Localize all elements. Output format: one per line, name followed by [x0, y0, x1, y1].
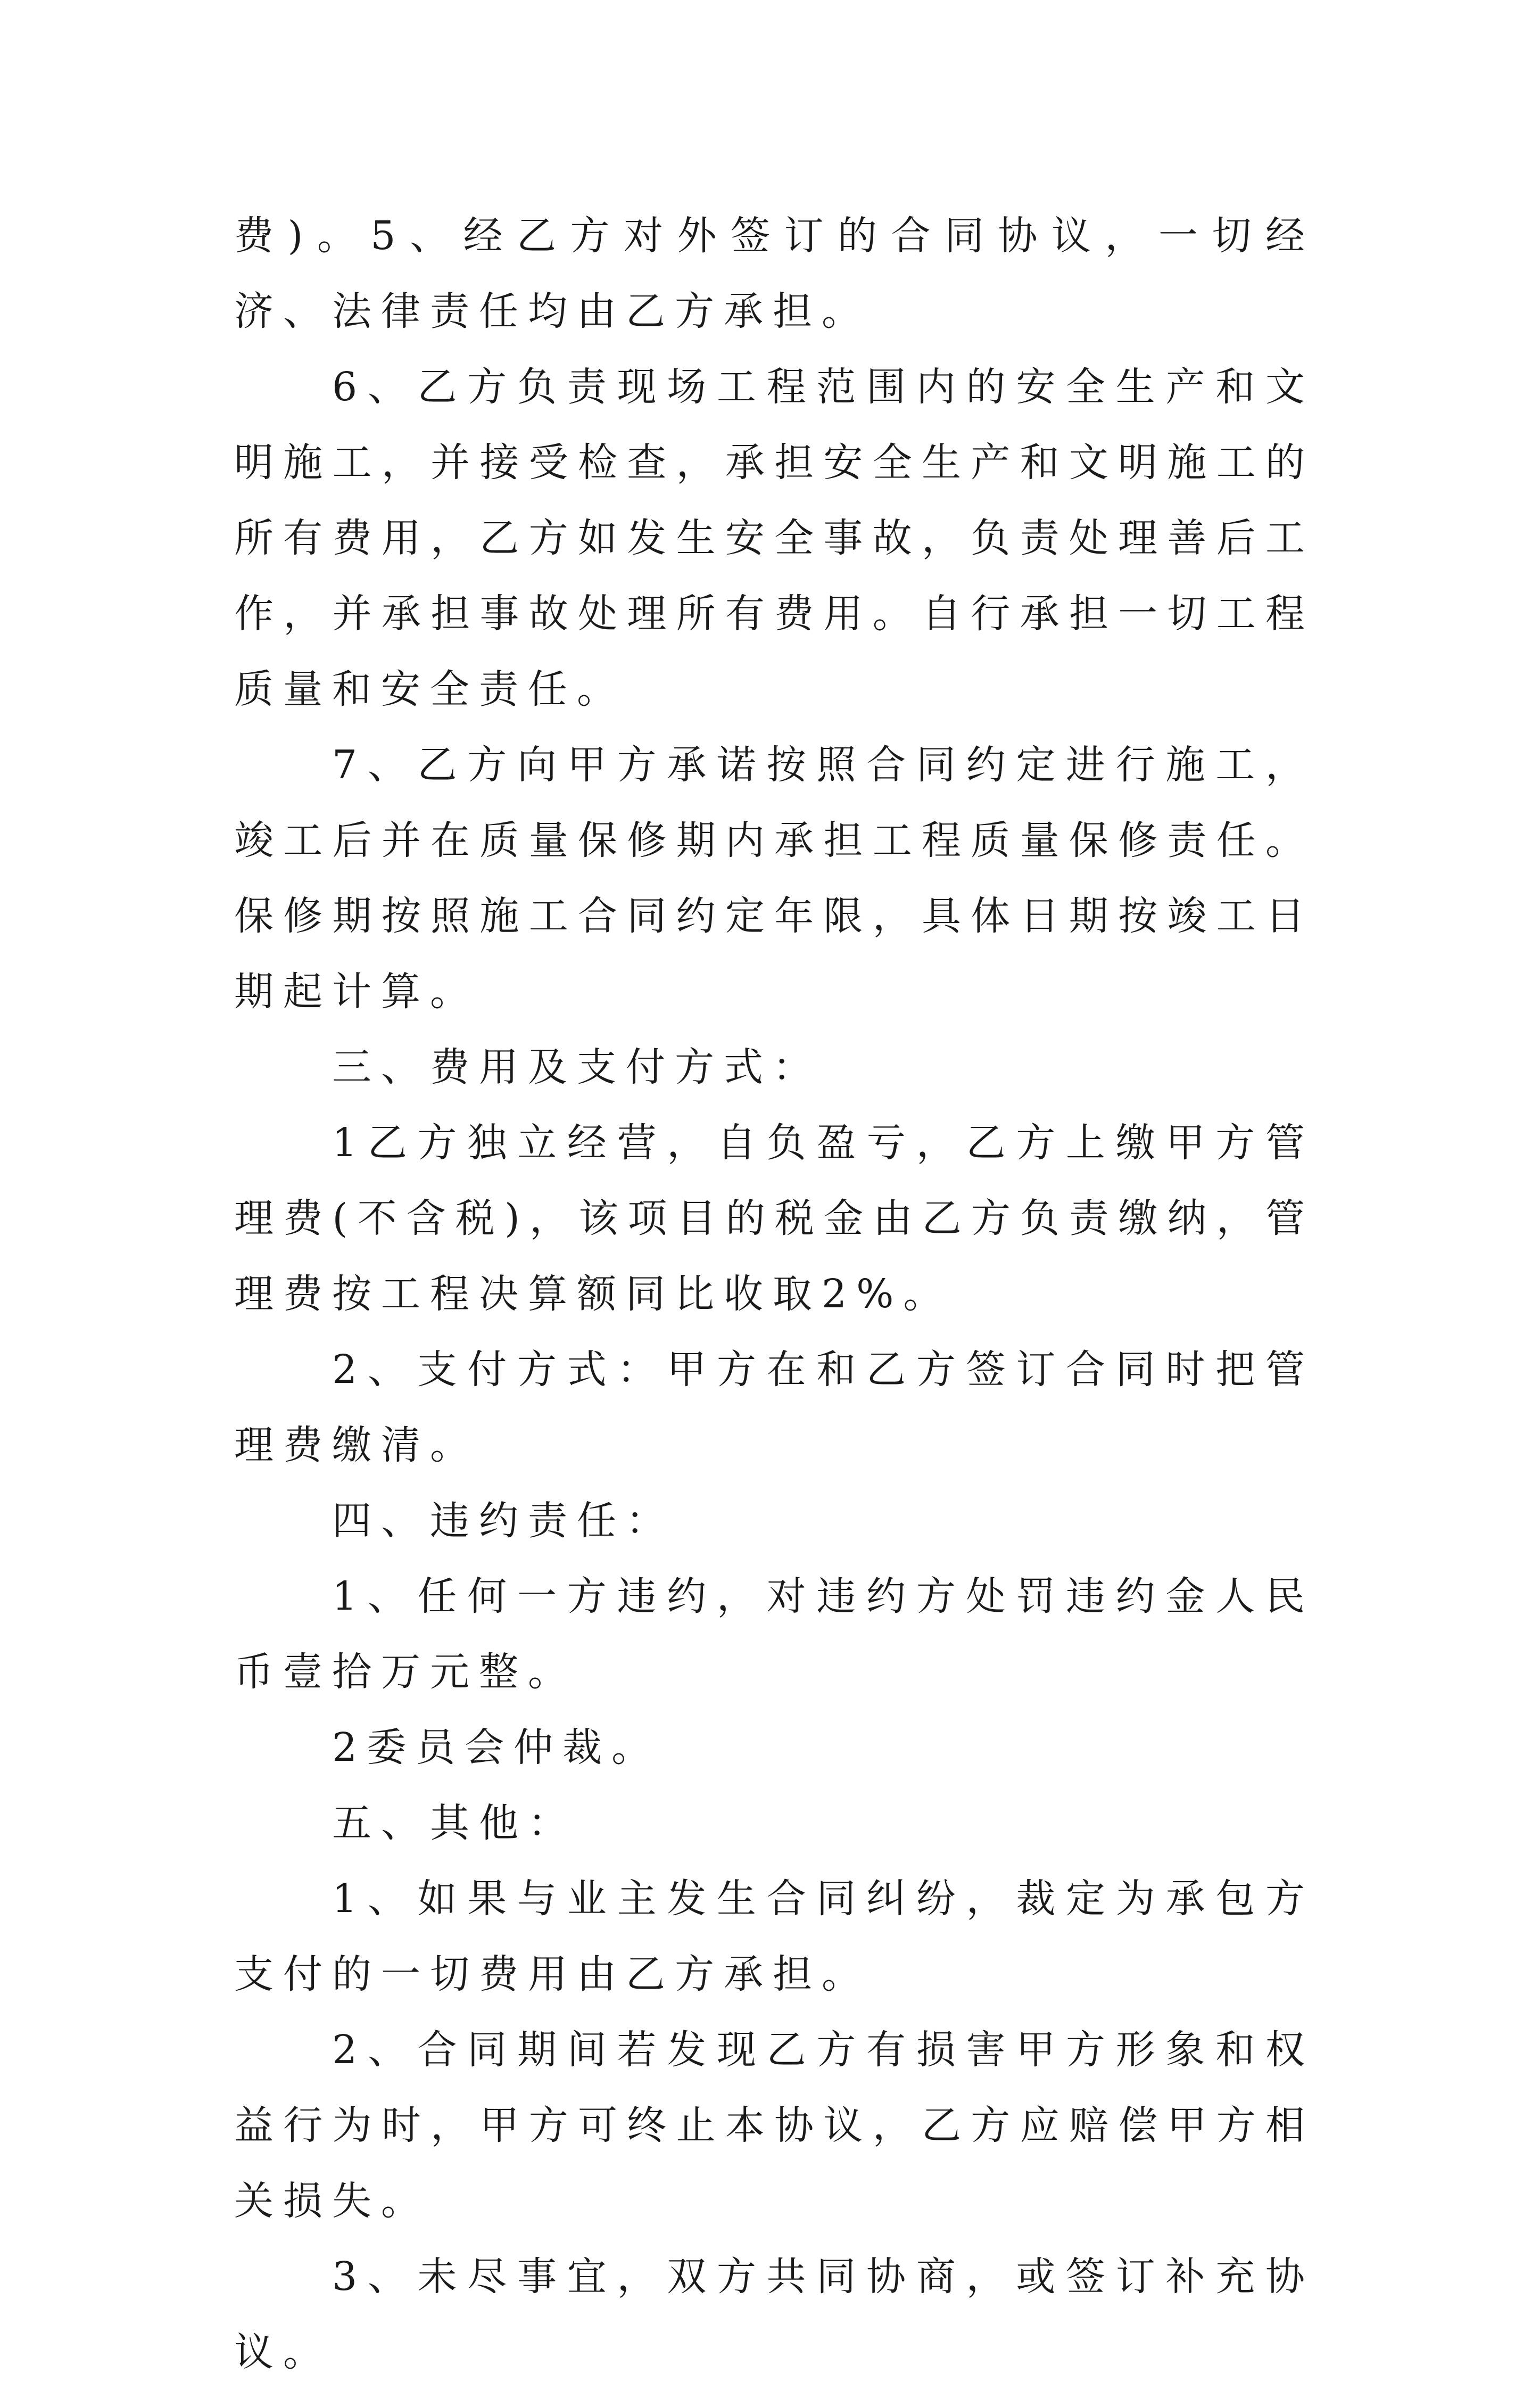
- document-body: [234, 198, 1314, 2390]
- paragraph-other-2: 2、合同期间若发现乙方有损害甲方形象和权益行为时，甲方可终止本协议，乙方应赔偿甲方相关损失。: [234, 2027, 1314, 2224]
- paragraph-clause-7: 7、乙方向甲方承诺按照合同约定进行施工，竣工后并在质量保修期内承担工程质量保修责任。保修期按照施工合同约定年限，具体日期按竣工日期起计算。: [234, 742, 1314, 1015]
- paragraph-fees-2: 2、支付方式：甲方在和乙方签订合同时把管理费缴清。: [234, 1347, 1314, 1468]
- paragraph-fees-1: 1乙方独立经营，自负盈亏，乙方上缴甲方管理费(不含税)，该项目的税金由乙方负责缴纳，管理费按工程决算额同比收取2%。: [234, 1120, 1314, 1317]
- section-heading-breach: 四、违约责任：: [332, 1498, 675, 1544]
- paragraph-other-3: 3、未尽事宜，双方共同协商，或签订补充协议。: [234, 2254, 1314, 2375]
- paragraph-breach-1: 1、任何一方违约，对违约方处罚违约金人民币壹拾万元整。: [234, 1573, 1314, 1695]
- paragraph-breach-2: 2委员会仲裁。: [332, 1725, 661, 1770]
- paragraph-clause-6: 6、乙方负责现场工程范围内的安全生产和文明施工，并接受检查，承担安全生产和文明施工的所有费用，乙方如发生安全事故，负责处理善后工作，并承担事故处理所有费用。自行承担一切工程质量和安全责任。: [234, 364, 1314, 712]
- section-heading-fees: 三、费用及支付方式：: [332, 1044, 822, 1090]
- paragraph-other-1: 1、如果与业主发生合同纠纷，裁定为承包方支付的一切费用由乙方承担。: [234, 1876, 1314, 1997]
- paragraph-clause-5-continued: 费)。5、经乙方对外签订的合同协议，一切经济、法律责任均由乙方承担。: [234, 213, 1314, 334]
- section-heading-other: 五、其他：: [332, 1800, 577, 1846]
